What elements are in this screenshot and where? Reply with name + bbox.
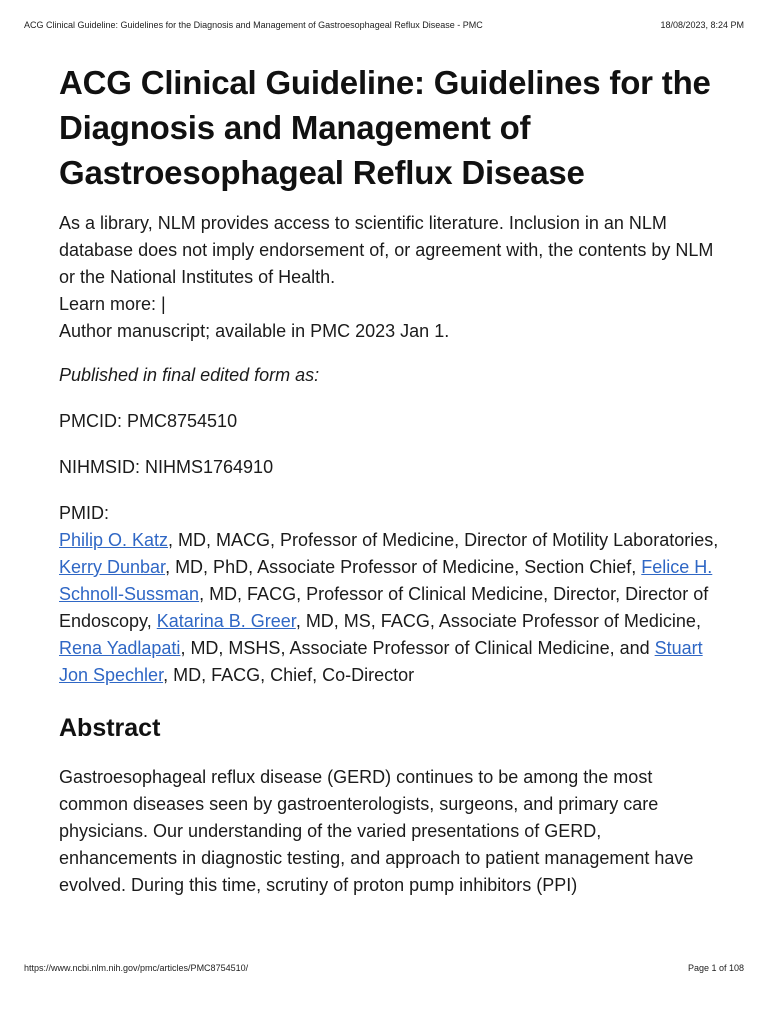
print-header-title: ACG Clinical Guideline: Guidelines for the Diagnosis and Management of Gastroesophageal Reflux Disease - PMC: [24, 20, 483, 30]
nlm-disclaimer: As a library, NLM provides access to scientific literature. Inclusion in an NLM database does not imply endorsement of, or agreement with, the contents by NLM or the National Institutes of Health.: [59, 213, 714, 287]
author-affiliation: , MD, MACG, Professor of Medicine, Director of Motility Laboratories,: [168, 530, 719, 550]
abstract-text: Gastroesophageal reflux disease (GERD) continues to be among the most common diseases seen by gastroenterologists, surgeons, and primary care physicians. Our understanding of the varied presentations of GERD, enhancements in diagnostic testing, and approach to patient management have evolved. During this time, scrutiny of proton pump inhibitors (PPI): [59, 767, 694, 895]
author-affiliation: , MD, FACG, Professor of Clinical Medicine, Director, Director of Endoscopy,: [59, 584, 709, 631]
author-affiliation: , MD, PhD, Associate Professor of Medicine, Section Chief,: [165, 557, 642, 577]
author-link[interactable]: Stuart Jon Spechler: [59, 638, 703, 685]
author-link[interactable]: Felice H. Schnoll-Sussman: [59, 557, 713, 604]
pmid-line: PMID:: [59, 503, 110, 523]
print-footer-page: Page 1 of 108: [687, 963, 744, 973]
author-affiliation: , MD, FACG, Chief, Co-Director: [163, 665, 415, 685]
pmcid-line: PMCID: PMC8754510: [59, 411, 238, 431]
article-title: ACG Clinical Guideline: Guidelines for the Diagnosis and Management of Gastroesophageal Reflux Disease: [59, 64, 711, 191]
print-footer-url: https://www.ncbi.nlm.nih.gov/pmc/articles/PMC8754510/: [24, 963, 249, 973]
author-link[interactable]: Kerry Dunbar: [59, 557, 166, 577]
author-link[interactable]: Rena Yadlapati: [59, 638, 181, 658]
print-header: [24, 20, 744, 30]
learn-more-text: Learn more: |: [59, 294, 166, 314]
print-footer: [24, 963, 744, 973]
author-affiliation: , MD, MS, FACG, Associate Professor of Medicine,: [295, 611, 701, 631]
nihmsid-line: NIHMSID: NIHMS1764910: [59, 457, 274, 477]
author-affiliation: , MD, MSHS, Associate Professor of Clinical Medicine, and: [180, 638, 655, 658]
manuscript-note: Author manuscript; available in PMC 2023 Jan 1.: [59, 321, 450, 341]
author-link[interactable]: Philip O. Katz: [59, 530, 169, 550]
abstract-heading: Abstract: [59, 714, 161, 742]
print-header-datetime: 18/08/2023, 8:24 PM: [660, 20, 744, 30]
article-content: [59, 60, 719, 899]
author-link[interactable]: Katarina B. Greer: [156, 611, 296, 631]
published-in-label: Published in final edited form as:: [59, 365, 320, 385]
author-list: [59, 527, 719, 689]
